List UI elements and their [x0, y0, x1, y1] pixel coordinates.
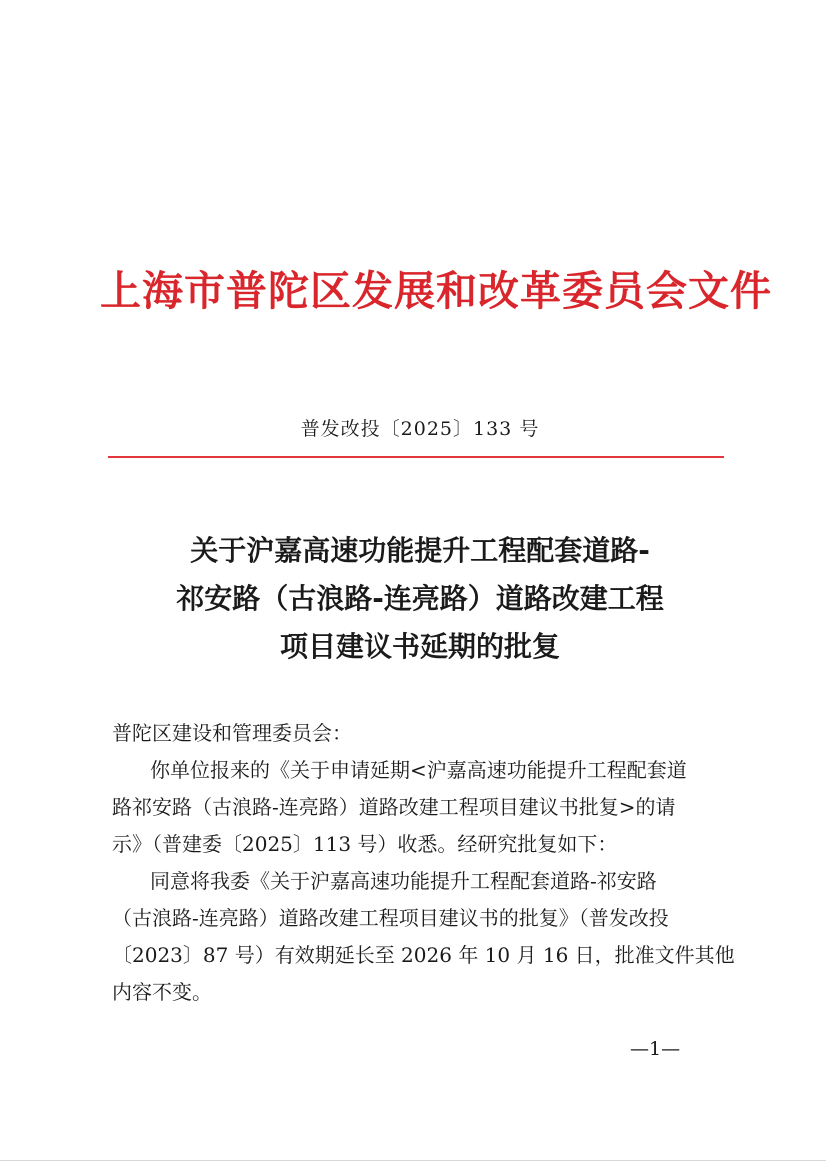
paragraph-2-line-3: 〔2023〕87 号）有效期延长至 2026 年 10 月 16 日，批准文件其他: [112, 943, 735, 967]
paragraph-2-line-4: 内容不变。: [112, 980, 212, 1004]
page-bottom-edge: [0, 1160, 826, 1161]
page-number: —1—: [630, 1038, 681, 1060]
paragraph-2-line-1: 同意将我委《关于沪嘉高速功能提升工程配套道路-祁安路: [150, 869, 657, 893]
paragraph-2-line-2: （古浪路-连亮路）道路改建工程项目建议书的批复》（普发改投: [112, 906, 669, 930]
issuer-masthead: 上海市普陀区发展和改革委员会文件: [100, 267, 772, 315]
paragraph-1-line-3: 示》（普建委〔2025〕113 号）收悉。经研究批复如下：: [112, 832, 618, 856]
document-title: [100, 527, 740, 671]
paragraph-1-line-1: 你单位报来的《关于申请延期<沪嘉高速功能提升工程配套道: [150, 758, 687, 782]
title-line-3: 项目建议书延期的批复: [279, 630, 560, 663]
red-divider-line: [108, 456, 724, 458]
document-body: [112, 715, 735, 1011]
paragraph-1-line-2: 路祁安路（古浪路-连亮路）道路改建工程项目建议书批复>的请: [112, 795, 676, 819]
title-line-1: 关于沪嘉高速功能提升工程配套道路-: [190, 534, 650, 567]
document-number: 普发改投〔2025〕133 号: [300, 418, 540, 440]
title-line-2: 祁安路（古浪路-连亮路）道路改建工程: [176, 582, 664, 615]
addressee: 普陀区建设和管理委员会：: [112, 721, 352, 745]
